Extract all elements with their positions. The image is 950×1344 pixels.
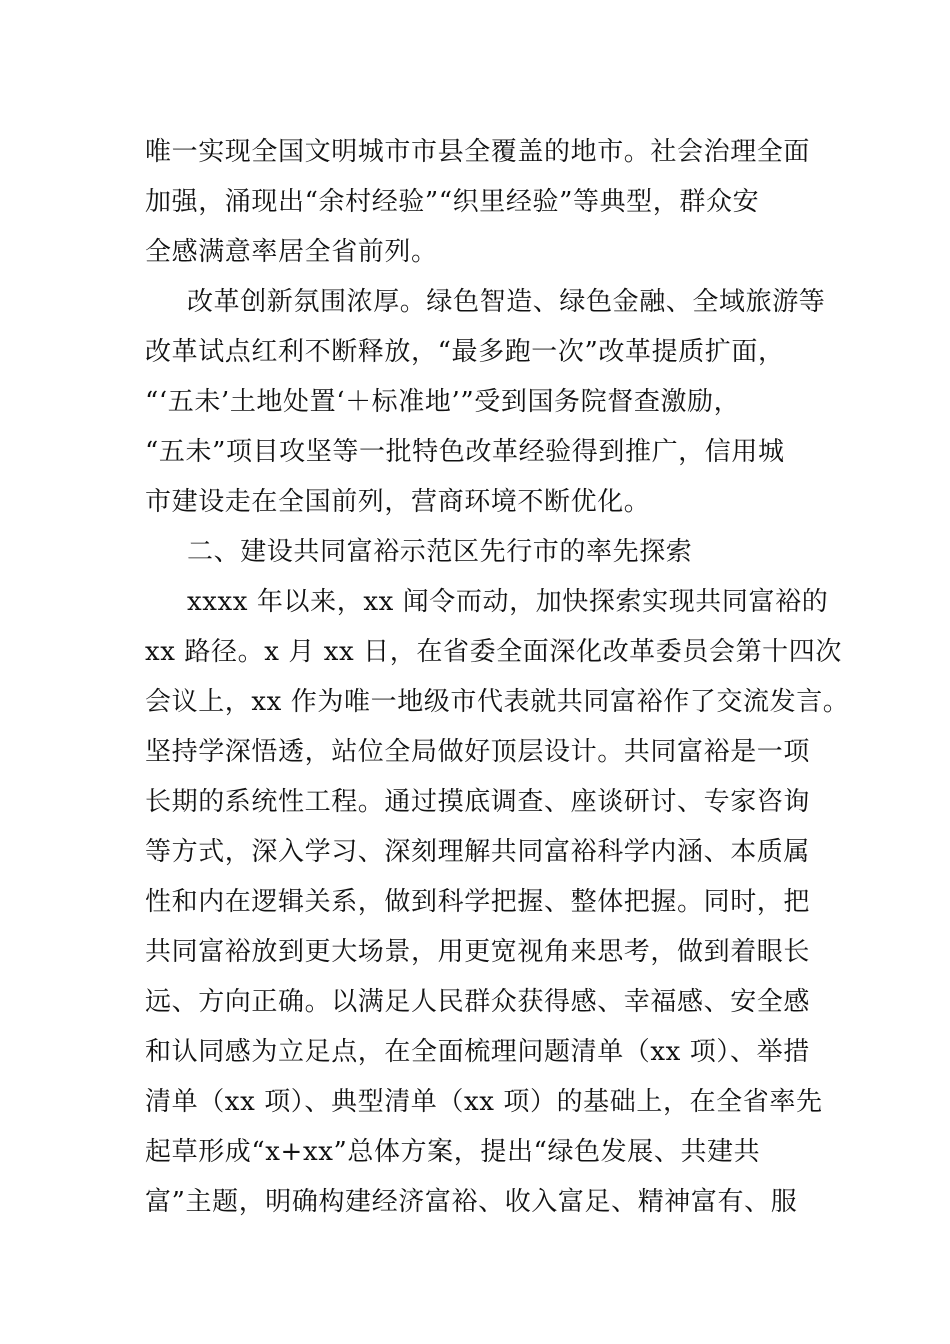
text-line: 起草形成“x+xx”总体方案，提出“绿色发展、共建共 [145,1137,761,1167]
text-line: 坚持学深悟透，站位全局做好顶层设计。共同富裕是一项 [145,737,811,767]
text-line: 加强，涌现出“余村经验”“织里经验”等典型，群众安 [145,187,760,217]
text-line: 市建设走在全国前列，营商环境不断优化。 [145,487,651,517]
text-line: 改革试点红利不断释放，“最多跑一次”改革提质扩面， [145,337,785,367]
paragraph-start-line: 改革创新氛围浓厚。绿色智造、绿色金融、全域旅游等 [187,287,826,317]
paragraph-start-line: xxxx 年以来，xx 闻令而动，加快探索实现共同富裕的 [187,587,829,617]
text-line: “‘五未’土地处置‘＋标准地’”受到国务院督查激励， [145,387,741,417]
text-line: 清单（xx 项）、典型清单（xx 项）的基础上，在全省率先 [145,1087,823,1117]
text-line: 共同富裕放到更大场景，用更宽视角来思考，做到着眼长 [145,937,811,967]
text-line: 会议上，xx 作为唯一地级市代表就共同富裕作了交流发言。 [145,687,850,717]
text-line: 性和内在逻辑关系，做到科学把握、整体把握。同时，把 [145,887,811,917]
text-line: 长期的系统性工程。通过摸底调查、座谈研讨、专家咨询 [145,787,811,817]
text-line: 富”主题，明确构建经济富裕、收入富足、精神富有、服 [145,1187,798,1217]
text-line: 唯一实现全国文明城市市县全覆盖的地市。社会治理全面 [145,137,811,167]
text-line: 全感满意率居全省前列。 [145,237,438,267]
text-line: 等方式，深入学习、深刻理解共同富裕科学内涵、本质属 [145,837,811,867]
text-line: “五未”项目攻坚等一批特色改革经验得到推广，信用城 [145,437,785,467]
text-line: 和认同感为立足点，在全面梳理问题清单（xx 项）、举措 [145,1037,810,1067]
text-line: xx 路径。x 月 xx 日，在省委全面深化改革委员会第十四次 [145,637,842,667]
text-line: 远、方向正确。以满足人民群众获得感、幸福感、安全感 [145,987,811,1017]
section-heading: 二、建设共同富裕示范区先行市的率先探索 [187,537,693,567]
